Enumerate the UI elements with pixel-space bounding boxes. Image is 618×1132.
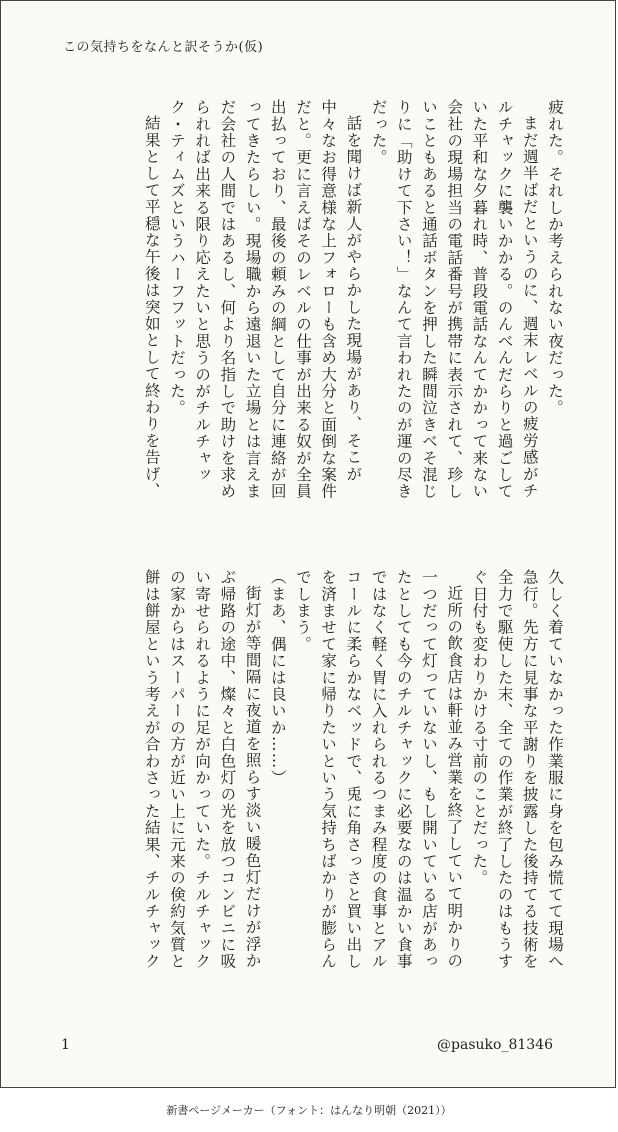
page-title: この気持ちをなんと訳そうか(仮) [63, 40, 264, 55]
paragraph: 街灯が等間隔に夜道を照らす淡い暖色灯だけが浮かぶ帰路の途中、燦々と白色灯の光を放つコンビニに吸い寄せられるように足が向かっていた。チルチャックの家からはスーパーの方が近い上に元来の倹約気質と餅は餅屋という考えが合わさった結果、チルチャック [142, 569, 262, 970]
author-handle: @pasuko_81346 [437, 1037, 553, 1053]
paragraph: 近所の飲食店は軒並み営業を終了していて明かりの一つだって灯っていないし、もし開いている店があったとしても今のチルチャックに必要なのは温かい食事ではなく軽く胃に入れられるつまみ程度の食事とアルコールに柔らかなベッドで、兎に角さっさと買い出しを済ませて家に帰りたいという気持ちばかりが膨らんでしまう。 [293, 569, 464, 970]
paragraph: 話を聞けば新人がやらかした現場があり、そこが中々なお得意様な上フォローも含め大分と面倒な案件だと。更に言えばそのレベルの仕事が出来る奴が全員出払っており、最後の頼みの綱として自分に連絡が回ってきたらしい。現場職から遠退いた立場とは言えまだ会社の人間ではあるし、何より名指しで助けを求められれば出来る限り応えたいと思うのがチルチャック・ティムズというハーフフットだった。 [167, 99, 363, 500]
paragraph: まだ週半ばだというのに、週末レベルの疲労感がチルチャックに襲いかかる。のんべんだらりと過ごしていた平和な夕暮れ時、普段電話なんてかかって来ない会社の現場担当の電話番号が携帯に表示されて、珍しいこともあると通話ボタンを押した瞬間泣きべそ混じりに「助けて下さい！」なんて言われたのが運の尽きだった。 [369, 99, 539, 500]
page-number: 1 [61, 1037, 70, 1053]
paragraph: （まあ、偶には良いか……） [268, 569, 287, 787]
paragraph: 久しく着ていなかった作業服に身を包み慌てて現場へ急行。先方に見事な平謝りを披露した後持てる技術を全力で駆使した末、全ての作業が終了したのはもうすぐ日付も変わりかける寸前のことだった。 [470, 569, 564, 970]
footer-caption: 新書ページメーカー（フォント：はんなり明朝（2021）） [166, 1104, 452, 1117]
text-column-bottom [139, 569, 567, 981]
text-column-top [139, 99, 567, 511]
paragraph: 結果として平穏な午後は突如として終わりを告げ、 [142, 114, 161, 499]
paragraph: 疲れた。それしか考えられない夜だった。 [546, 99, 564, 417]
